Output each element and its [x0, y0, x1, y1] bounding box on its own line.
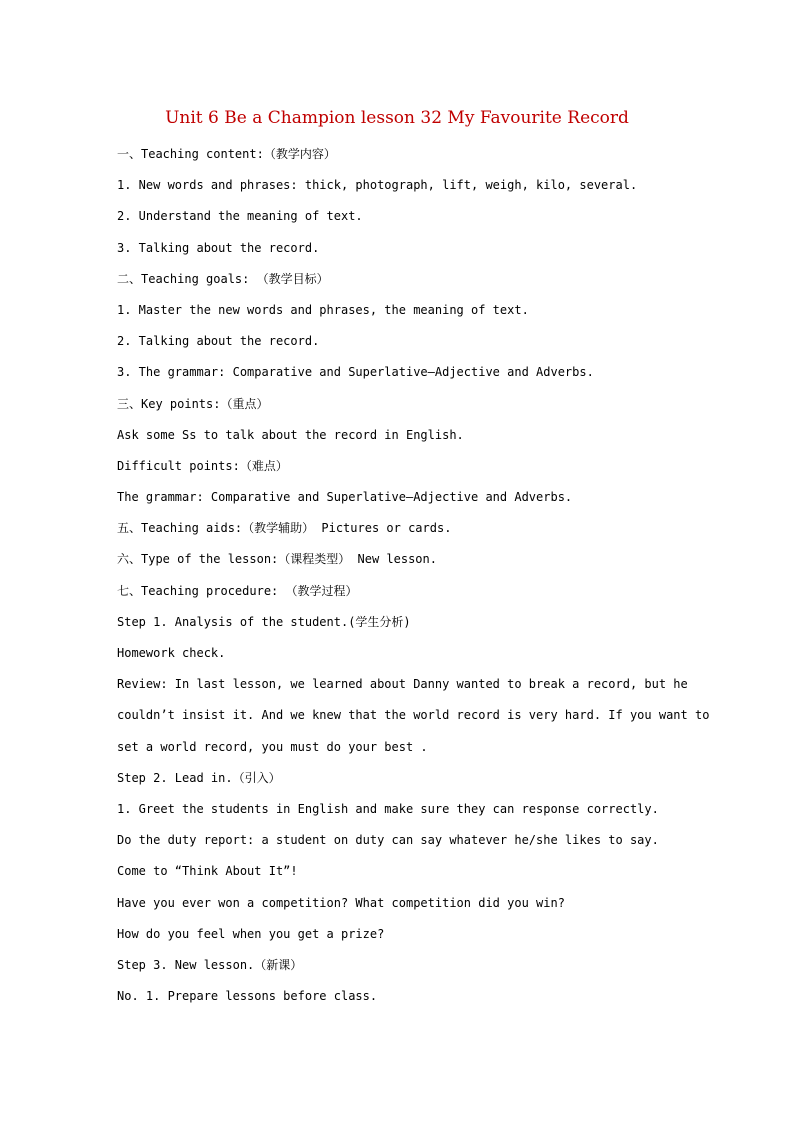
document-line: 3. Talking about the record.	[117, 240, 320, 255]
document-line: No. 1. Prepare lessons before class.	[117, 989, 378, 1004]
document-line: Come to “Think About It”!	[117, 864, 298, 879]
document-line: How do you feel when you get a prize?	[117, 926, 385, 941]
document-line: Ask some Ss to talk about the record in English.	[117, 427, 464, 442]
document-line: 三、Key points:（重点）	[117, 396, 269, 411]
document-line: 2. Understand the meaning of text.	[117, 209, 363, 224]
document-line: set a world record, you must do your best .	[117, 739, 428, 754]
document-line: 二、Teaching goals: （教学目标）	[117, 271, 329, 286]
document-line: 1. New words and phrases: thick, photograph, lift, weigh, kilo, several.	[117, 178, 638, 193]
document-line: Difficult points:（难点）	[117, 458, 288, 473]
document-line: 七、Teaching procedure: （教学过程）	[117, 583, 358, 598]
document-line: 1. Greet the students in English and make sure they can response correctly.	[117, 801, 659, 816]
document-line: 五、Teaching aids:（教学辅助） Pictures or cards.	[117, 521, 452, 536]
document-line: couldn’t insist it. And we knew that the world record is very hard. If you want to	[117, 708, 710, 723]
document-line: Have you ever won a competition? What competition did you win?	[117, 895, 565, 910]
document-line: 2. Talking about the record.	[117, 334, 320, 349]
document-line: 3. The grammar: Comparative and Superlative—Adjective and Adverbs.	[117, 365, 594, 380]
document-line: 1. Master the new words and phrases, the meaning of text.	[117, 302, 529, 317]
document-title: Unit 6 Be a Champion lesson 32 My Favourite Record	[165, 108, 629, 128]
document-line: Homework check.	[117, 646, 226, 660]
document-line: 六、Type of the lesson:（课程类型） New lesson.	[117, 552, 437, 567]
document-line: 一、Teaching content:（教学内容）	[117, 147, 336, 161]
document-line: Do the duty report: a student on duty can say whatever he/she likes to say.	[117, 833, 659, 848]
document-line: The grammar: Comparative and Superlative—Adjective and Adverbs.	[117, 490, 573, 505]
document-line: Step 3. New lesson.（新课）	[117, 957, 303, 972]
document-line: Step 2. Lead in.（引入）	[117, 770, 281, 785]
document-body	[117, 141, 710, 1014]
document-line: Step 1. Analysis of the student.(学生分析)	[117, 614, 411, 629]
document-line: Review: In last lesson, we learned about Danny wanted to break a record, but he	[117, 677, 688, 692]
